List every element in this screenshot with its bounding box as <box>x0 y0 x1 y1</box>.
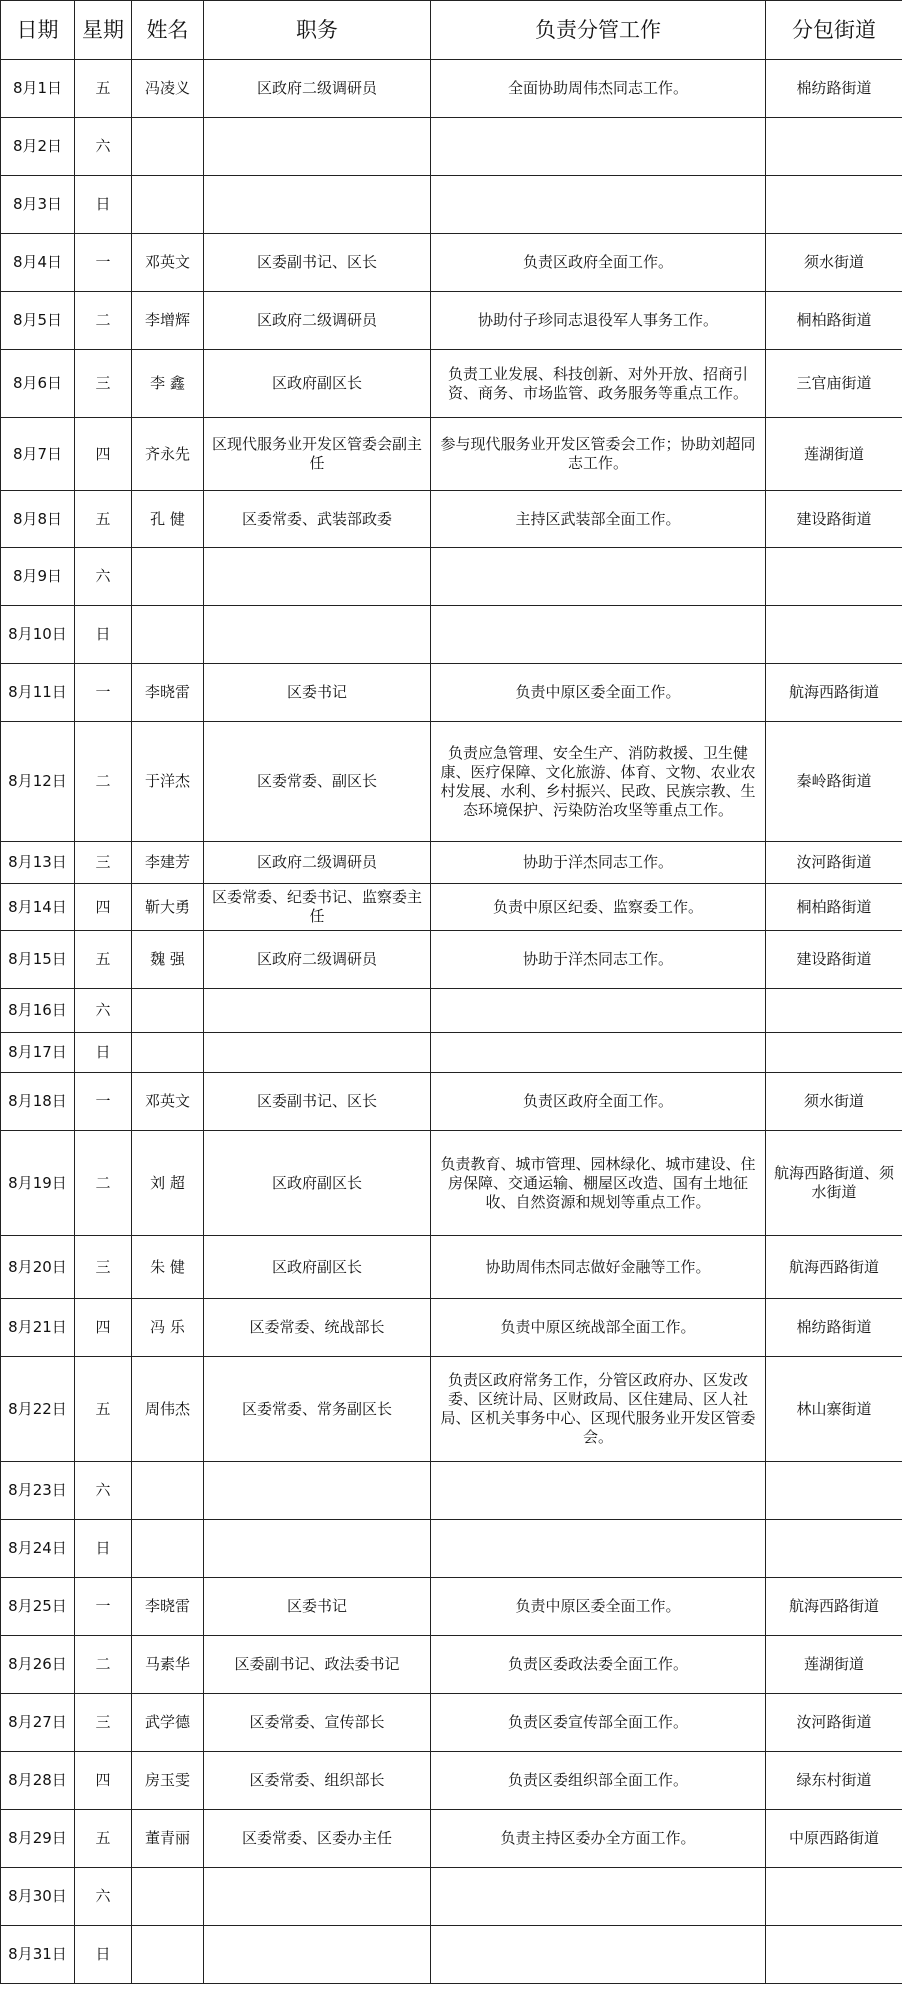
weekday-cell: 二 <box>75 722 132 842</box>
district-cell: 须水街道 <box>766 1073 902 1131</box>
header-position: 职务 <box>204 1 431 60</box>
weekday-cell: 六 <box>75 118 132 176</box>
position-cell: 区委常委、宣传部长 <box>204 1694 431 1752</box>
duties-cell: 全面协助周伟杰同志工作。 <box>431 60 766 118</box>
weekday-cell: 五 <box>75 60 132 118</box>
schedule-row <box>1 1236 902 1299</box>
duties-cell: 负责中原区委全面工作。 <box>431 1578 766 1636</box>
name-cell: 冯凌义 <box>132 60 204 118</box>
weekday-cell: 六 <box>75 548 132 606</box>
name-cell: 武学德 <box>132 1694 204 1752</box>
name-cell <box>132 118 204 176</box>
weekday-cell: 三 <box>75 1694 132 1752</box>
weekday-cell: 五 <box>75 931 132 989</box>
date-cell: 8月1日 <box>1 60 75 118</box>
name-cell: 靳大勇 <box>132 884 204 931</box>
date-cell: 8月3日 <box>1 176 75 234</box>
name-cell: 李晓雷 <box>132 1578 204 1636</box>
district-cell: 棉纺路街道 <box>766 1299 902 1357</box>
position-cell: 区委常委、副区长 <box>204 722 431 842</box>
weekday-cell: 日 <box>75 1520 132 1578</box>
date-cell: 8月20日 <box>1 1236 75 1299</box>
name-cell: 房玉雯 <box>132 1752 204 1810</box>
duties-cell <box>431 548 766 606</box>
schedule-row <box>1 234 902 292</box>
position-cell <box>204 118 431 176</box>
district-cell: 莲湖街道 <box>766 418 902 491</box>
name-cell: 李建芳 <box>132 842 204 884</box>
name-cell: 朱 健 <box>132 1236 204 1299</box>
duties-cell <box>431 1033 766 1073</box>
district-cell: 桐柏路街道 <box>766 292 902 350</box>
schedule-row <box>1 1926 902 1984</box>
schedule-row <box>1 60 902 118</box>
date-cell: 8月14日 <box>1 884 75 931</box>
name-cell: 马素华 <box>132 1636 204 1694</box>
name-cell: 李 鑫 <box>132 350 204 418</box>
date-cell: 8月28日 <box>1 1752 75 1810</box>
name-cell: 周伟杰 <box>132 1357 204 1462</box>
name-cell: 魏 强 <box>132 931 204 989</box>
weekday-cell: 六 <box>75 1868 132 1926</box>
date-cell: 8月6日 <box>1 350 75 418</box>
duties-cell: 协助于洋杰同志工作。 <box>431 931 766 989</box>
position-cell: 区政府二级调研员 <box>204 60 431 118</box>
date-cell: 8月16日 <box>1 989 75 1033</box>
district-cell <box>766 989 902 1033</box>
name-cell <box>132 1462 204 1520</box>
schedule-row <box>1 1357 902 1462</box>
schedule-row <box>1 1752 902 1810</box>
weekday-cell: 日 <box>75 1926 132 1984</box>
schedule-row <box>1 1033 902 1073</box>
weekday-cell: 二 <box>75 1636 132 1694</box>
date-cell: 8月23日 <box>1 1462 75 1520</box>
district-cell: 航海西路街道 <box>766 664 902 722</box>
schedule-row <box>1 1810 902 1868</box>
date-cell: 8月9日 <box>1 548 75 606</box>
weekday-cell: 日 <box>75 1033 132 1073</box>
date-cell: 8月17日 <box>1 1033 75 1073</box>
position-cell: 区委书记 <box>204 1578 431 1636</box>
date-cell: 8月30日 <box>1 1868 75 1926</box>
district-cell <box>766 1462 902 1520</box>
weekday-cell: 五 <box>75 1357 132 1462</box>
date-cell: 8月27日 <box>1 1694 75 1752</box>
duties-cell: 负责区政府全面工作。 <box>431 1073 766 1131</box>
district-cell: 林山寨街道 <box>766 1357 902 1462</box>
date-cell: 8月8日 <box>1 491 75 548</box>
weekday-cell: 一 <box>75 1578 132 1636</box>
header-row <box>1 1 902 60</box>
name-cell: 邓英文 <box>132 234 204 292</box>
header-date: 日期 <box>1 1 75 60</box>
weekday-cell: 四 <box>75 884 132 931</box>
position-cell: 区委副书记、政法委书记 <box>204 1636 431 1694</box>
name-cell <box>132 989 204 1033</box>
duties-cell: 负责区委政法委全面工作。 <box>431 1636 766 1694</box>
district-cell: 棉纺路街道 <box>766 60 902 118</box>
header-district: 分包街道 <box>766 1 902 60</box>
date-cell: 8月15日 <box>1 931 75 989</box>
name-cell <box>132 606 204 664</box>
duties-cell: 负责应急管理、安全生产、消防救援、卫生健康、医疗保障、文化旅游、体育、文物、农业农村发展、水利、乡村振兴、民政、民族宗教、生态环境保护、污染防治攻坚等重点工作。 <box>431 722 766 842</box>
position-cell <box>204 1033 431 1073</box>
schedule-row <box>1 118 902 176</box>
duties-cell <box>431 989 766 1033</box>
district-cell: 须水街道 <box>766 234 902 292</box>
schedule-row <box>1 989 902 1033</box>
schedule-row <box>1 884 902 931</box>
position-cell: 区政府二级调研员 <box>204 842 431 884</box>
district-cell <box>766 118 902 176</box>
district-cell <box>766 1033 902 1073</box>
district-cell: 桐柏路街道 <box>766 884 902 931</box>
weekday-cell: 三 <box>75 1236 132 1299</box>
duties-cell <box>431 606 766 664</box>
duties-cell: 负责区政府常务工作，分管区政府办、区发改委、区统计局、区财政局、区住建局、区人社局、区机关事务中心、区现代服务业开发区管委会。 <box>431 1357 766 1462</box>
weekday-cell: 六 <box>75 989 132 1033</box>
duties-cell: 协助周伟杰同志做好金融等工作。 <box>431 1236 766 1299</box>
duties-cell: 协助付子珍同志退役军人事务工作。 <box>431 292 766 350</box>
header-duties: 负责分管工作 <box>431 1 766 60</box>
position-cell: 区委常委、组织部长 <box>204 1752 431 1810</box>
duties-cell: 负责教育、城市管理、园林绿化、城市建设、住房保障、交通运输、棚屋区改造、国有土地征收、自然资源和规划等重点工作。 <box>431 1131 766 1236</box>
header-weekday: 星期 <box>75 1 132 60</box>
date-cell: 8月22日 <box>1 1357 75 1462</box>
date-cell: 8月19日 <box>1 1131 75 1236</box>
schedule-row <box>1 1578 902 1636</box>
position-cell: 区委常委、统战部长 <box>204 1299 431 1357</box>
date-cell: 8月25日 <box>1 1578 75 1636</box>
schedule-row <box>1 606 902 664</box>
district-cell <box>766 1868 902 1926</box>
position-cell: 区政府副区长 <box>204 1236 431 1299</box>
date-cell: 8月4日 <box>1 234 75 292</box>
position-cell: 区现代服务业开发区管委会副主任 <box>204 418 431 491</box>
weekday-cell: 日 <box>75 176 132 234</box>
district-cell: 三官庙街道 <box>766 350 902 418</box>
duties-cell: 参与现代服务业开发区管委会工作；协助刘超同志工作。 <box>431 418 766 491</box>
date-cell: 8月10日 <box>1 606 75 664</box>
name-cell <box>132 176 204 234</box>
schedule-row <box>1 1636 902 1694</box>
schedule-row <box>1 842 902 884</box>
date-cell: 8月12日 <box>1 722 75 842</box>
schedule-row <box>1 418 902 491</box>
position-cell <box>204 1926 431 1984</box>
duties-cell: 负责工业发展、科技创新、对外开放、招商引资、商务、市场监管、政务服务等重点工作。 <box>431 350 766 418</box>
position-cell: 区委常委、区委办主任 <box>204 1810 431 1868</box>
date-cell: 8月11日 <box>1 664 75 722</box>
date-cell: 8月13日 <box>1 842 75 884</box>
position-cell <box>204 989 431 1033</box>
name-cell: 刘 超 <box>132 1131 204 1236</box>
name-cell <box>132 1926 204 1984</box>
schedule-row <box>1 1073 902 1131</box>
weekday-cell: 四 <box>75 1299 132 1357</box>
position-cell: 区委常委、纪委书记、监察委主任 <box>204 884 431 931</box>
schedule-row <box>1 548 902 606</box>
weekday-cell: 三 <box>75 350 132 418</box>
schedule-row <box>1 722 902 842</box>
schedule-row <box>1 1694 902 1752</box>
date-cell: 8月7日 <box>1 418 75 491</box>
position-cell <box>204 1868 431 1926</box>
name-cell <box>132 1868 204 1926</box>
position-cell: 区委常委、武装部政委 <box>204 491 431 548</box>
name-cell: 孔 健 <box>132 491 204 548</box>
duties-cell <box>431 1520 766 1578</box>
date-cell: 8月2日 <box>1 118 75 176</box>
position-cell: 区委副书记、区长 <box>204 234 431 292</box>
schedule-row <box>1 1299 902 1357</box>
weekday-cell: 五 <box>75 491 132 548</box>
position-cell <box>204 176 431 234</box>
duties-cell: 负责中原区纪委、监察委工作。 <box>431 884 766 931</box>
district-cell: 秦岭路街道 <box>766 722 902 842</box>
duties-cell: 负责区委宣传部全面工作。 <box>431 1694 766 1752</box>
name-cell: 冯 乐 <box>132 1299 204 1357</box>
district-cell: 建设路街道 <box>766 491 902 548</box>
name-cell <box>132 548 204 606</box>
date-cell: 8月21日 <box>1 1299 75 1357</box>
district-cell: 汝河路街道 <box>766 1694 902 1752</box>
position-cell: 区委书记 <box>204 664 431 722</box>
schedule-body <box>1 60 902 1984</box>
duties-cell: 负责主持区委办全方面工作。 <box>431 1810 766 1868</box>
position-cell: 区政府副区长 <box>204 350 431 418</box>
weekday-cell: 一 <box>75 664 132 722</box>
weekday-cell: 二 <box>75 292 132 350</box>
district-cell: 航海西路街道 <box>766 1236 902 1299</box>
district-cell <box>766 1520 902 1578</box>
position-cell: 区政府二级调研员 <box>204 292 431 350</box>
schedule-row <box>1 350 902 418</box>
position-cell <box>204 606 431 664</box>
weekday-cell: 三 <box>75 842 132 884</box>
position-cell: 区委副书记、区长 <box>204 1073 431 1131</box>
district-cell <box>766 548 902 606</box>
weekday-cell: 五 <box>75 1810 132 1868</box>
weekday-cell: 一 <box>75 1073 132 1131</box>
schedule-row <box>1 931 902 989</box>
schedule-row <box>1 491 902 548</box>
date-cell: 8月29日 <box>1 1810 75 1868</box>
weekday-cell: 一 <box>75 234 132 292</box>
duties-cell <box>431 176 766 234</box>
header-name: 姓名 <box>132 1 204 60</box>
district-cell: 航海西路街道 <box>766 1578 902 1636</box>
position-cell: 区委常委、常务副区长 <box>204 1357 431 1462</box>
date-cell: 8月5日 <box>1 292 75 350</box>
duties-cell <box>431 1868 766 1926</box>
duties-cell <box>431 1462 766 1520</box>
schedule-row <box>1 176 902 234</box>
schedule-row <box>1 292 902 350</box>
position-cell <box>204 548 431 606</box>
duties-cell: 协助于洋杰同志工作。 <box>431 842 766 884</box>
duties-cell: 主持区武装部全面工作。 <box>431 491 766 548</box>
district-cell <box>766 176 902 234</box>
name-cell: 董青丽 <box>132 1810 204 1868</box>
schedule-row <box>1 1462 902 1520</box>
name-cell: 齐永先 <box>132 418 204 491</box>
date-cell: 8月24日 <box>1 1520 75 1578</box>
weekday-cell: 四 <box>75 418 132 491</box>
district-cell: 绿东村街道 <box>766 1752 902 1810</box>
position-cell <box>204 1520 431 1578</box>
name-cell: 邓英文 <box>132 1073 204 1131</box>
position-cell <box>204 1462 431 1520</box>
duties-cell: 负责中原区委全面工作。 <box>431 664 766 722</box>
name-cell: 于洋杰 <box>132 722 204 842</box>
schedule-row <box>1 1868 902 1926</box>
schedule-row <box>1 1520 902 1578</box>
duties-cell: 负责中原区统战部全面工作。 <box>431 1299 766 1357</box>
position-cell: 区政府副区长 <box>204 1131 431 1236</box>
district-cell: 中原西路街道 <box>766 1810 902 1868</box>
date-cell: 8月26日 <box>1 1636 75 1694</box>
weekday-cell: 日 <box>75 606 132 664</box>
schedule-row <box>1 664 902 722</box>
district-cell: 建设路街道 <box>766 931 902 989</box>
schedule-row <box>1 1131 902 1236</box>
duties-cell: 负责区委组织部全面工作。 <box>431 1752 766 1810</box>
weekday-cell: 二 <box>75 1131 132 1236</box>
weekday-cell: 四 <box>75 1752 132 1810</box>
name-cell: 李晓雷 <box>132 664 204 722</box>
name-cell: 李增辉 <box>132 292 204 350</box>
date-cell: 8月18日 <box>1 1073 75 1131</box>
duties-cell <box>431 1926 766 1984</box>
duties-cell <box>431 118 766 176</box>
weekday-cell: 六 <box>75 1462 132 1520</box>
position-cell: 区政府二级调研员 <box>204 931 431 989</box>
duties-cell: 负责区政府全面工作。 <box>431 234 766 292</box>
district-cell <box>766 606 902 664</box>
district-cell: 汝河路街道 <box>766 842 902 884</box>
district-cell: 航海西路街道、须水街道 <box>766 1131 902 1236</box>
district-cell <box>766 1926 902 1984</box>
name-cell <box>132 1520 204 1578</box>
date-cell: 8月31日 <box>1 1926 75 1984</box>
district-cell: 莲湖街道 <box>766 1636 902 1694</box>
name-cell <box>132 1033 204 1073</box>
